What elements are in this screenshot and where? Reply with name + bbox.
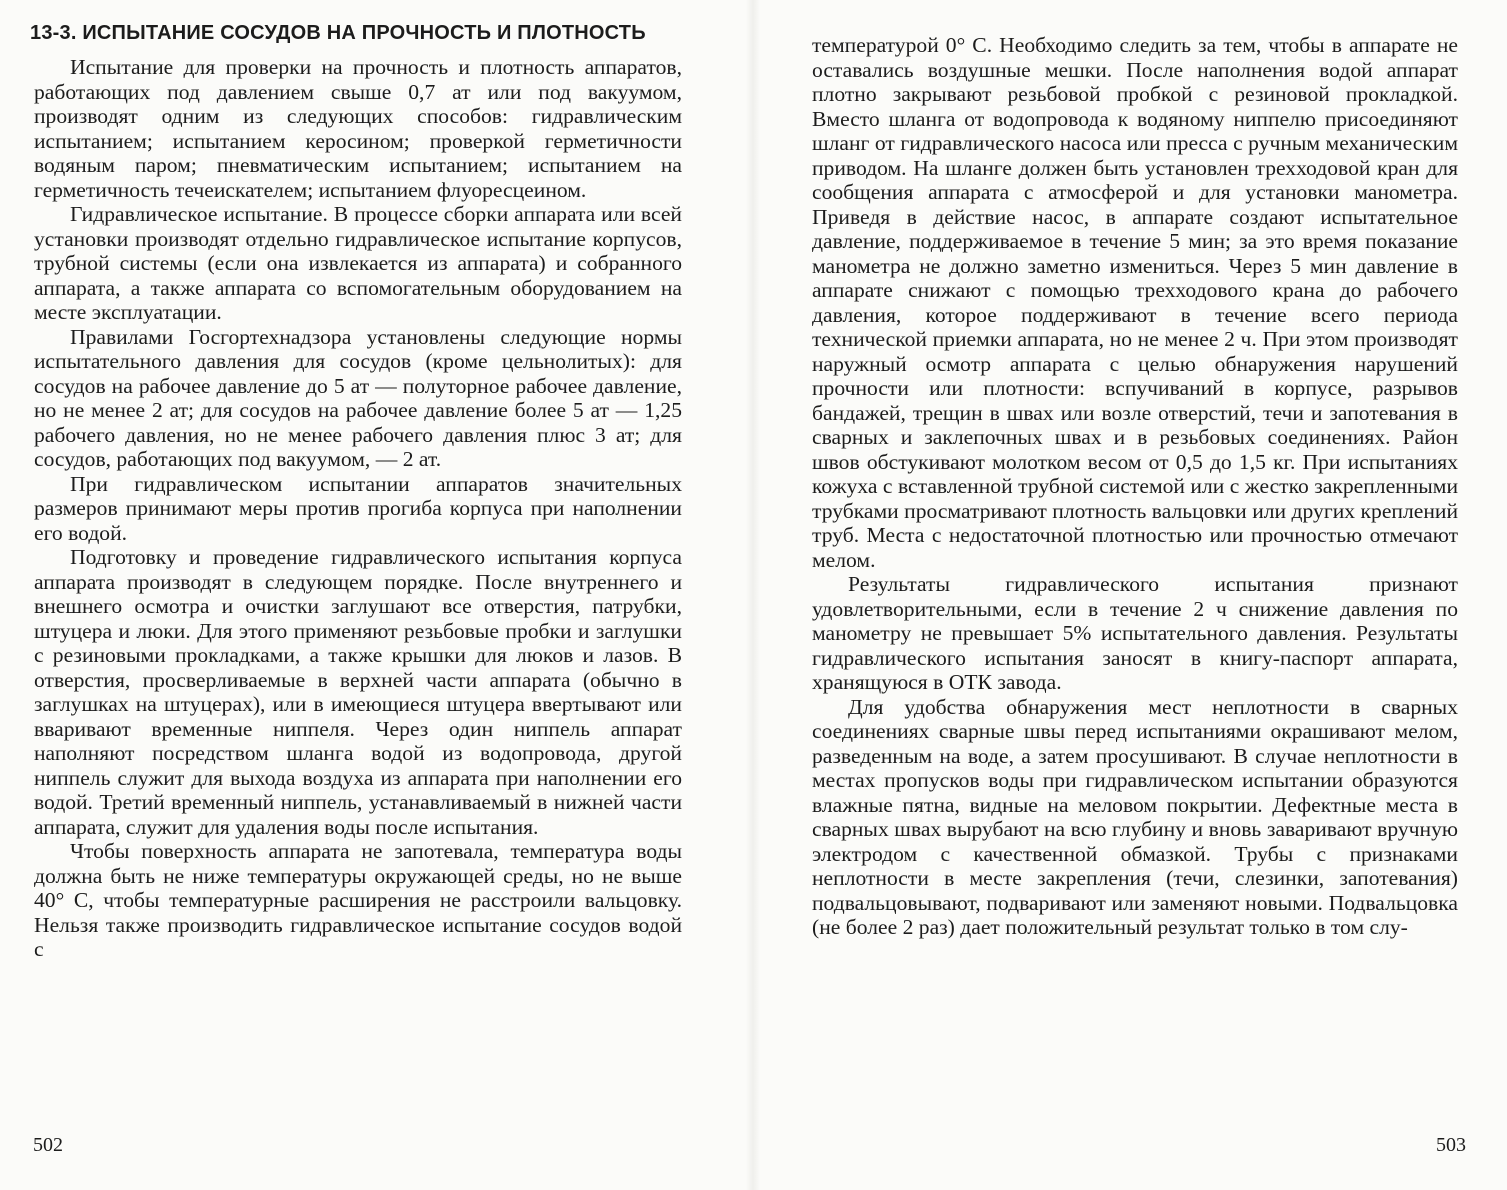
section-heading: 13-3. ИСПЫТАНИЕ СОСУДОВ НА ПРОЧНОСТЬ И ПЛОТНОСТЬ [30,22,646,44]
paragraph-pressure-norms: Правилами Госгортехнадзора установлены следующие нормы испытательного давления для сосудов (кроме цельнолитых): для сосудов на рабочее давление до 5 ат — полуторное рабочее давление, но не менее 2 ат; для сосудов на рабочее давление более 5 ат — 1,25 рабочего давления, но не менее рабочего давления плюс 3 ат; для сосудов, работающих под вакуумом, — 2 ат. [34,324,682,471]
paragraph-deflection: При гидравлическом испытании аппаратов значительных размеров принимают меры против прогиба корпуса при наполнении его водой. [34,471,682,545]
page-gutter [746,0,760,1190]
paragraph-hydraulic-test: Гидравлическое испытание. В процессе сборки аппарата или всей установки производят отдельно гидравлическое испытание корпусов, трубной системы (если она извлекается из аппарата) и собранного аппарата, а также аппарата со вспомогательным оборудованием на месте эксплуатации. [34,202,682,324]
paragraph-test-results: Результаты гидравлического испытания признают удовлетворительными, если в течение 2 ч снижение давления по манометру не превышает 5% испытательного давления. Результаты гидравлического испытания заносят в книгу-паспорт аппарата, хранящуюся в ОТК завода. [812,572,1458,694]
paragraph-preparation: Подготовку и проведение гидравлического испытания корпуса аппарата производят в следующем порядке. После внутреннего и внешнего осмотра и очистки заглушают все отверстия, патрубки, штуцера и люки. Для этого применяют резьбовые пробки и заглушки с резиновыми прокладками, а также крышки для люков и лазов. В отверстия, просверливаемые в верхней части аппарата (обычно в заглушках на штуцерах), или в имеющиеся штуцера ввертывают или вваривают временные ниппеля. Через один ниппель аппарат наполняют посредством шланга водой из водопровода, другой ниппель служит для выхода воздуха из аппарата при наполнении его водой. Третий временный ниппель, устанавливаемый в нижней части аппарата, служит для удаления воды после испытания. [34,545,682,839]
paragraph-strength-tests: Испытание для проверки на прочность и плотность аппаратов, работающих под давлением свыше 0,7 ат или под вакуумом, производят одним из следующих способов: гидравлическим испытанием; испытанием керосином; проверкой герметичности водяным паром; пневматическим испытанием; испытанием на герметичность течеискателем; испытанием флуоресцеином. [34,55,682,202]
page-number-right: 503 [1436,1134,1466,1156]
paragraph-leak-detection: Для удобства обнаружения мест неплотности в сварных соединениях сварные швы перед испытаниями окрашивают мелом, разведенным на воде, а затем просушивают. В случае неплотности в местах пропусков воды при гидравлическом испытании образуются влажные пятна, видные на меловом покрытии. Дефектные места в сварных швах вырубают на всю глубину и вновь заваривают вручную электродом с качественной обмазкой. Трубы с признаками неплотности в месте закрепления (течи, слезинки, запотевания) подвальцовывают, подваривают или заменяют новыми. Подвальцовка (не более 2 раз) дает положительный результат только в том слу- [812,694,1458,939]
left-page [0,0,746,1190]
paragraph-test-procedure: температурой 0° С. Необходимо следить за тем, чтобы в аппарате не оставались воздушные мешки. После наполнения водой аппарат плотно закрывают резьбовой пробкой с резиновой прокладкой. Вместо шланга от водопровода к водяному ниппелю присоединяют шланг от гидравлического насоса или пресса с ручным механическим приводом. На шланге должен быть установлен трехходовой кран для сообщения аппарата с атмосферой и для установки манометра. Приведя в действие насос, в аппарате создают испытательное давление, поддерживаемое в течение 5 мин; за это время показание манометра не должно заметно измениться. Через 5 мин давление в аппарате снижают с помощью трехходового крана до рабочего давления, которое поддерживают в течение всего периода технической приемки аппарата, но не менее 2 ч. При этом производят наружный осмотр аппарата с целью обнаружения нарушений прочности или плотности: вспучиваний в корпусе, разрывов бандажей, трещин в швах или возле отверстий, течи и запотевания в сварных и заклепочных швах и в резьбовых соединениях. Район швов обстукивают молотком весом от 0,5 до 1,5 кг. При испытаниях кожуха с вставленной трубной системой или с жестко закрепленными трубками просматривают плотность вальцовки или других креплений труб. Места с недостаточной плотностью или прочностью отмечают мелом. [812,33,1458,572]
right-page [760,0,1507,1190]
right-page-text [812,33,1458,940]
page-number-left: 502 [33,1134,63,1156]
left-page-text [34,55,682,962]
paragraph-water-temperature: Чтобы поверхность аппарата не запотевала, температура воды должна быть не ниже температуры окружающей среды, но не выше 40° С, чтобы температурные расширения не расстроили вальцовку. Нельзя также производить гидравлическое испытание сосудов водой с [34,839,682,961]
